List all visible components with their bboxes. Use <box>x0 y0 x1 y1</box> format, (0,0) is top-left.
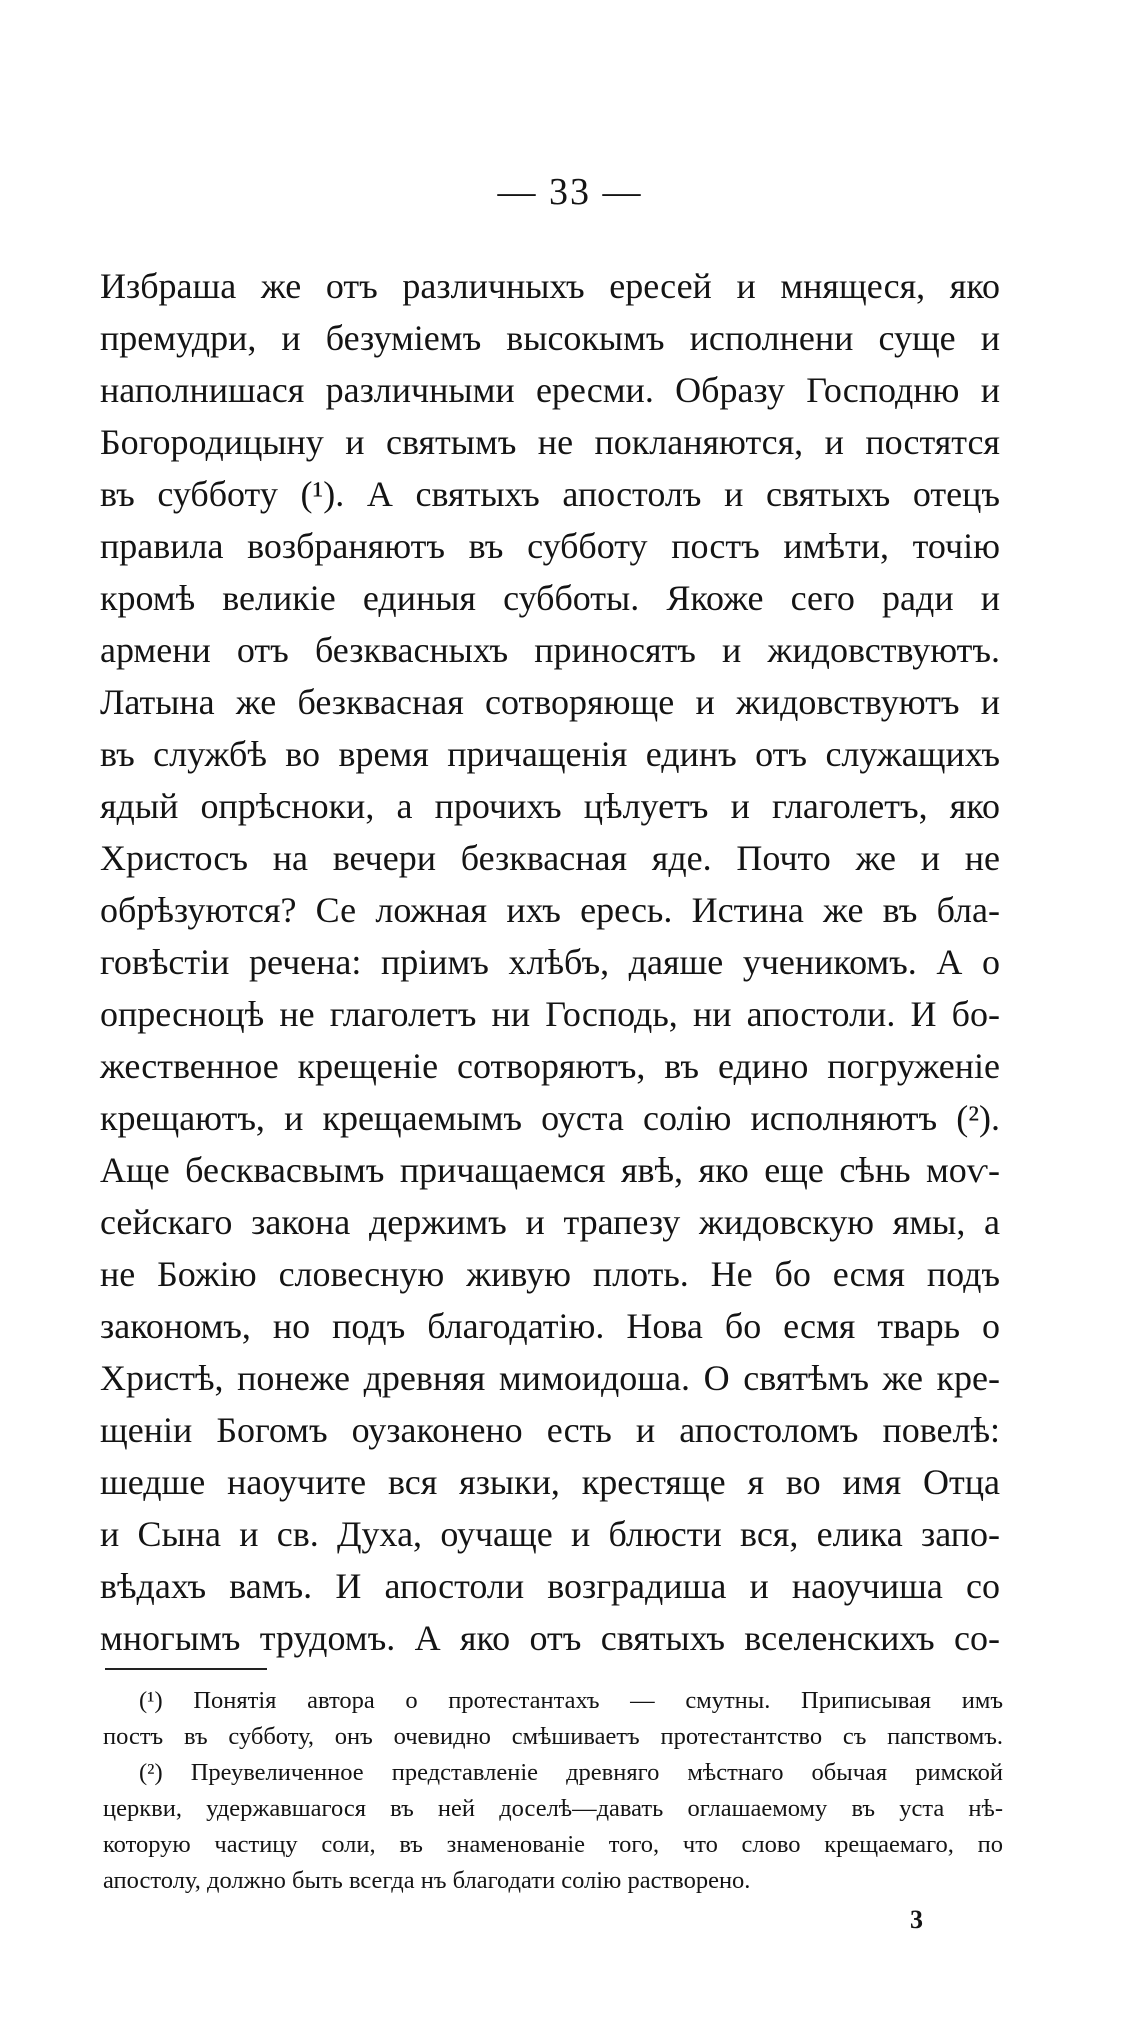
text-line: армени отъ безквасныхъ приносятъ и жидовствуютъ. <box>100 630 1000 670</box>
text-line: Христосъ на вечери безквасная яде. Почто же и не <box>100 838 1000 878</box>
text-line: ядый опрѣсноки, а прочихъ цѣлуетъ и глаголетъ, яко <box>100 786 1000 826</box>
text-line: вѣдахъ вамъ. И апостоли возградиша и наоучиша со <box>100 1566 1000 1606</box>
text-line: шедше наоучите вся языки, крестяще я во имя Отца <box>100 1462 1000 1502</box>
text-line: опресноцѣ не глаголетъ ни Господь, ни апостоли. И бо- <box>100 994 1000 1034</box>
text-line: премудри, и безуміемъ высокымъ исполнени суще и <box>100 318 1000 358</box>
footnote-line: которую частицу соли, въ знаменованіе того, что слово крещаемаго, по <box>103 1831 1003 1858</box>
text-line: обрѣзуются? Се ложная ихъ ересь. Истина же въ бла- <box>100 890 1000 930</box>
text-line: сейскаго закона держимъ и трапезу жидовскую ямы, а <box>100 1202 1000 1242</box>
signature-mark: 3 <box>910 1905 923 1934</box>
text-line: крещаютъ, и крещаемымъ оуста солію исполняютъ (²). <box>100 1098 1000 1138</box>
text-line: говѣстіи речена: пріимъ хлѣбъ, даяше ученикомъ. А о <box>100 942 1000 982</box>
text-line: въ службѣ во время причащенія единъ отъ служащихъ <box>100 734 1000 774</box>
footnotes <box>103 1683 1003 1899</box>
text-line: Христѣ, понеже древняя мимоидоша. О святѣмъ же кре- <box>100 1358 1000 1398</box>
main-text <box>100 260 1000 1664</box>
page-number: — 33 — <box>497 171 643 213</box>
footnote-line: постъ въ субботу, онъ очевидно смѣшиваетъ протестантство съ папствомъ. <box>103 1723 1003 1750</box>
text-line: кромѣ великіе единыя субботы. Якоже сего ради и <box>100 578 1000 618</box>
footnote-divider <box>105 1668 267 1670</box>
footnote-line: (²) Преувеличенное представленіе древняго мѣстнаго обычая римской <box>139 1759 1003 1786</box>
text-line: многымъ трудомъ. А яко отъ святыхъ вселенскихъ со- <box>100 1618 1000 1658</box>
text-line: щеніи Богомъ оузаконено есть и апостоломъ повелѣ: <box>100 1410 1000 1450</box>
text-line: наполнишася различными ересми. Образу Господню и <box>100 370 1000 410</box>
footnote-line: церкви, удержавшагося въ ней доселѣ—давать оглашаемому въ уста нѣ- <box>103 1795 1003 1822</box>
text-line: Избраша же отъ различныхъ ересей и мнящеся, яко <box>100 266 1000 306</box>
footnote-line: (¹) Понятія автора о протестантахъ — смутны. Приписывая имъ <box>139 1687 1003 1714</box>
text-line: жественное крещеніе сотворяютъ, въ едино погруженіе <box>100 1046 1000 1086</box>
text-line: и Сына и св. Духа, оучаще и блюсти вся, елика запо- <box>100 1514 1000 1554</box>
text-line: Латына же безквасная сотворяюще и жидовствуютъ и <box>100 682 1000 722</box>
text-line: правила возбраняютъ въ субботу постъ имѣти, точію <box>100 526 1000 566</box>
text-line: въ субботу (¹). А святыхъ апостолъ и святыхъ отецъ <box>100 474 1000 514</box>
footnote-line: апостолу, должно быть всегда нъ благодати солію растворено. <box>103 1867 751 1894</box>
text-line: закономъ, но подъ благодатію. Нова бо есмя тварь о <box>100 1306 1000 1346</box>
text-line: Богородицыну и святымъ не покланяются, и постятся <box>100 422 1000 462</box>
text-line: Аще бесквасвымъ причащаемся явѣ, яко еще сѣнь моѵ- <box>100 1150 1000 1190</box>
text-line: не Божію словесную живую плоть. Не бо есмя подъ <box>100 1254 1000 1294</box>
